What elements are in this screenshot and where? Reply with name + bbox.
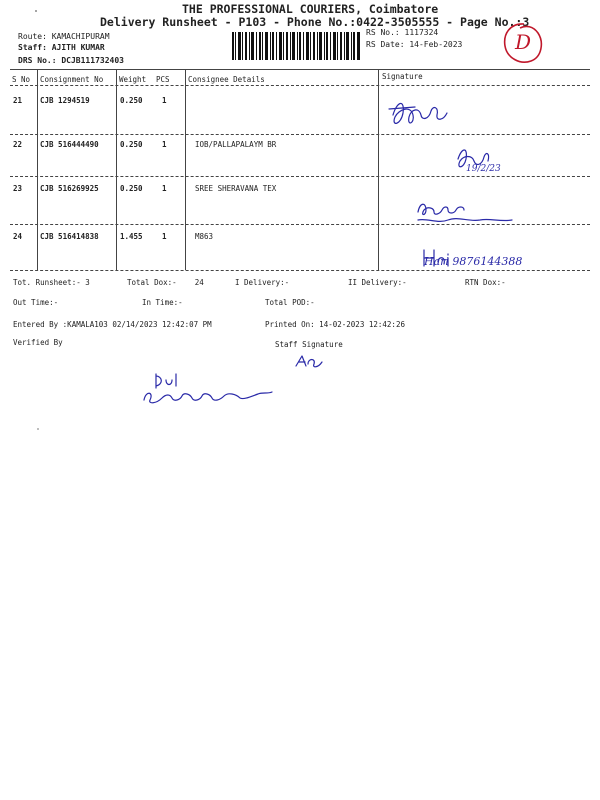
total-dox: Total Dox:- 24	[127, 278, 204, 287]
row-sno: 22	[13, 140, 23, 149]
col-divider	[378, 69, 379, 270]
row-sno: 24	[13, 232, 23, 241]
in-time: In Time:-	[142, 298, 183, 307]
col-divider	[116, 69, 117, 270]
signature-date-row-22: 19/2/23	[466, 164, 501, 174]
signature-row-21	[385, 95, 465, 135]
table-header-rule	[10, 85, 590, 86]
row-consignment: CJB 516269925	[40, 184, 99, 193]
entered-by: Entered By :KAMALA103 02/14/2023 12:42:07 PM	[13, 320, 212, 329]
route-label: Route: KAMACHIPURAM	[18, 32, 110, 41]
row-pcs: 1	[162, 184, 167, 193]
total-runsheet: Tot. Runsheet:- 3	[13, 278, 90, 287]
verified-by: Verified By	[13, 338, 63, 347]
row-sno: 21	[13, 96, 23, 105]
runsheet-title: Delivery Runsheet - P103 - Phone No.:0422-3505555 - Page No.:3	[100, 15, 530, 29]
row-consignment: CJB 516444490	[40, 140, 99, 149]
col-header-pcs: PCS	[156, 75, 170, 84]
table-top-rule	[10, 69, 590, 70]
row-pcs: 1	[162, 232, 167, 241]
i-delivery: I Delivery:-	[235, 278, 290, 287]
row-weight: 1.455	[120, 232, 143, 241]
verifier-signature	[140, 370, 280, 410]
row-sno: 23	[13, 184, 23, 193]
row-pcs: 1	[162, 96, 167, 105]
col-header-consignment: Consignment No	[40, 75, 104, 84]
row-consignee: M863	[195, 232, 214, 241]
table-bottom-rule	[10, 270, 590, 271]
signature-note-row-24: Hari 9876144388	[424, 255, 523, 268]
total-pod: Total POD:-	[265, 298, 315, 307]
barcode	[232, 32, 360, 64]
row-divider	[10, 134, 590, 135]
col-header-sno: S No	[12, 75, 31, 84]
row-consignment: CJB 516414838	[40, 232, 99, 241]
out-time: Out Time:-	[13, 298, 59, 307]
rtn-dox: RTN Dox:-	[465, 278, 506, 287]
printed-on: Printed On: 14-02-2023 12:42:26	[265, 320, 405, 329]
col-header-consignee: Consignee Details	[188, 75, 265, 84]
row-weight: 0.250	[120, 96, 143, 105]
company-title: THE PROFESSIONAL COURIERS, Coimbatore	[182, 2, 439, 16]
staff-signature	[292, 352, 326, 370]
signature-row-23	[414, 198, 534, 230]
drs-label: DRS No.: DCJB111732403	[18, 56, 124, 65]
rs-number: RS No.: 1117324	[366, 28, 439, 37]
handwritten-page-mark: D	[500, 20, 546, 68]
scan-speck	[37, 428, 39, 430]
rs-date: RS Date: 14-Feb-2023	[366, 40, 463, 49]
col-divider	[185, 69, 186, 270]
ii-delivery: II Delivery:-	[348, 278, 407, 287]
staff-signature-label: Staff Signature	[275, 340, 343, 349]
row-consignment: CJB 1294519	[40, 96, 90, 105]
row-weight: 0.250	[120, 140, 143, 149]
scan-speck	[35, 10, 37, 12]
col-header-signature: Signature	[382, 72, 423, 81]
row-consignee: IOB/PALLAPALAYM BR	[195, 140, 277, 149]
staff-label: Staff: AJITH KUMAR	[18, 43, 105, 52]
row-consignee: SREE SHERAVANA TEX	[195, 184, 277, 193]
row-weight: 0.250	[120, 184, 143, 193]
row-pcs: 1	[162, 140, 167, 149]
col-header-weight: Weight	[119, 75, 147, 84]
col-divider	[37, 69, 38, 270]
